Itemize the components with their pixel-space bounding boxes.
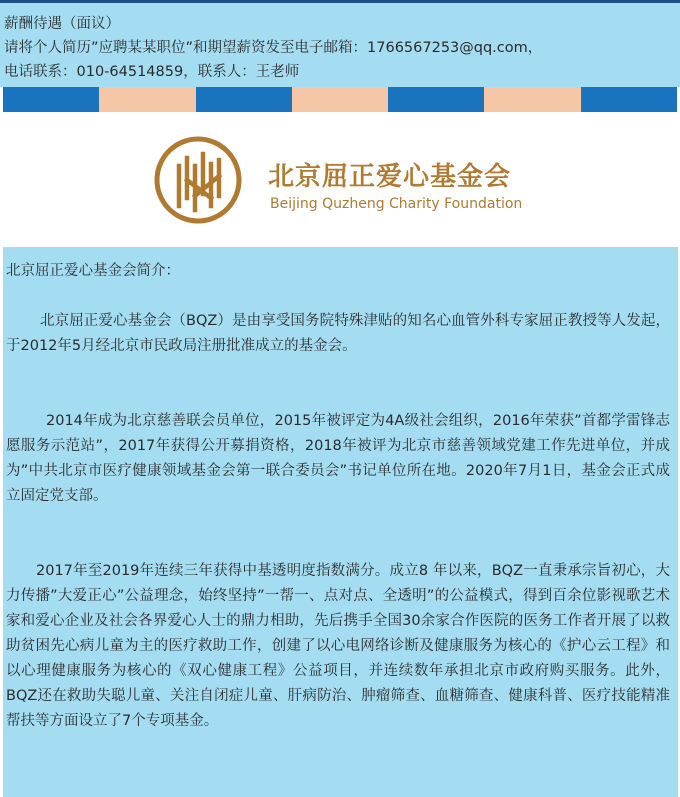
intro-paragraph: 2014年成为北京慈善联会员单位，2015年被评定为4A级社会组织，2016年荣获”首都学雷锋志愿服务示范站”，2017年获得公开募捐资格，2018年被评为北京市慈善领域党建工作先进单位，并成为”中共北京市医疗健康领域基金会第一联合委员会”书记单位所在地。2020年7月1日，基金会正式成立固定党支部。 (6, 413, 670, 504)
foundation-logo-icon (154, 136, 242, 224)
foundation-name-en: Beijing Quzheng Charity Foundation (270, 196, 523, 212)
stripe-segment (292, 87, 388, 112)
contact-info: 电话联系：010-64514859，联系人：王老师 (4, 64, 300, 80)
stripe-segment (388, 87, 484, 112)
intro-paragraph: 2017年至2019年连续三年获得中基透明度指数满分。成立8 年以来，BQZ一直秉承宗旨初心，大力传播”大爱正心”公益理念，始终坚持”一帮一、点对点、全透明”的公益模式，得到百余位影视歌艺术家和爱心企业及社会各界爱心人士的鼎力相助，先后携手全国30余家合作医院的医务工作者开展了以救助贫困先心病儿童为主的医疗救助工作，创建了以心电网络诊断及健康服务为核心的《护心云工程》和以心理健康服务为核心的《双心健康工程》公益项目，并连续数年承担北京市政府购买服务。此外，BQZ还在救助失聪儿童、关注自闭症儿童、肝病防治、肿瘤筛查、血糖筛查、健康科普、医疗技能精准帮扶等方面设立了7个专项基金。 (6, 563, 670, 729)
stripe-segment (581, 87, 677, 112)
logo-band (0, 112, 680, 247)
color-stripe (3, 87, 677, 112)
intro-paragraph: 北京屈正爱心基金会（BQZ）是由享受国务院特殊津贴的知名心血管外科专家屈正教授等人发起，于2012年5月经北京市民政局注册批准成立的基金会。 (6, 313, 670, 354)
stripe-segment (196, 87, 292, 112)
introduction-section (3, 247, 678, 797)
salary-section (0, 3, 680, 87)
intro-heading: 北京屈正爱心基金会简介： (6, 263, 180, 279)
resume-instructions: 请将个人简历”应聘某某职位”和期望薪资发至电子邮箱：1766567253@qq.com， (4, 40, 543, 56)
foundation-name-cn: 北京屈正爱心基金会 (268, 162, 512, 192)
stripe-segment (484, 87, 580, 112)
stripe-segment (3, 87, 99, 112)
stripe-segment (99, 87, 195, 112)
salary-title: 薪酬待遇（面议） (4, 16, 120, 32)
